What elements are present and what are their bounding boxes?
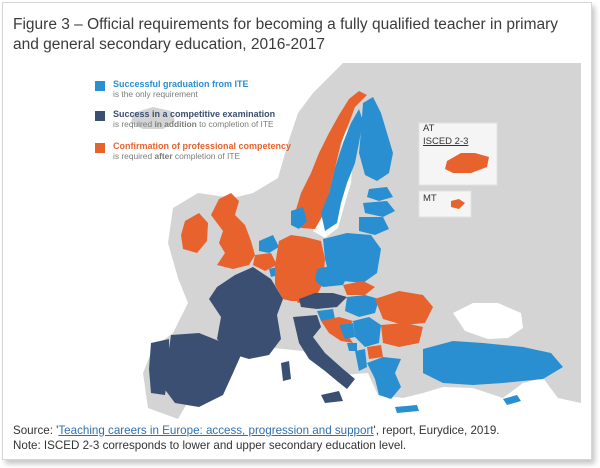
- inset-mt-label: MT: [423, 193, 437, 204]
- country-portugal: [149, 339, 169, 395]
- country-ireland: [181, 213, 208, 253]
- source-note: [13, 423, 588, 453]
- figure-frame: [2, 2, 592, 460]
- note-line: Note: ISCED 2-3 corresponds to lower and upper secondary education level.: [13, 439, 407, 452]
- legend-subtitle: is required in addition to completion of ITE: [113, 119, 274, 129]
- inset-at-sub: ISCED 2-3: [423, 136, 469, 147]
- country-slovakia: [343, 281, 375, 295]
- legend-subtitle: is required after completion of ITE: [113, 151, 241, 161]
- country-finland: [359, 97, 393, 181]
- inset-at-label: AT: [423, 123, 435, 134]
- country-uk: [211, 193, 255, 269]
- legend-title: Success in a competitive examination: [113, 109, 276, 119]
- country-hungary: [345, 295, 379, 317]
- legend-subtitle: is the only requirement: [113, 89, 198, 99]
- country-north-macedonia: [367, 345, 383, 359]
- sea-black: [453, 303, 523, 339]
- country-montenegro: [347, 343, 357, 351]
- country-serbia: [353, 317, 381, 347]
- source-line: Source: 'Teaching careers in Europe: access, progression and support', report, Eurydice, 2019.: [13, 424, 500, 437]
- country-lithuania: [359, 217, 389, 235]
- legend-swatch: [95, 143, 105, 153]
- country-estonia: [367, 187, 393, 201]
- country-bulgaria: [381, 323, 423, 347]
- country-latvia: [363, 201, 395, 217]
- country-romania: [375, 291, 433, 325]
- legend-title: Confirmation of professional competency: [113, 141, 292, 151]
- country-turkey: [423, 341, 563, 385]
- figure-title: Figure 3 – Official requirements for becoming a fully qualified teacher in primary and general secondary education, 2016-2017: [13, 16, 559, 53]
- country-netherlands: [259, 235, 279, 253]
- legend-swatch: [95, 111, 105, 121]
- country-albania: [355, 349, 367, 371]
- source-report-link[interactable]: Teaching careers in Europe: access, progression and support: [58, 424, 374, 437]
- legend-title: Successful graduation from ITE: [113, 79, 249, 89]
- legend-swatch: [95, 81, 105, 91]
